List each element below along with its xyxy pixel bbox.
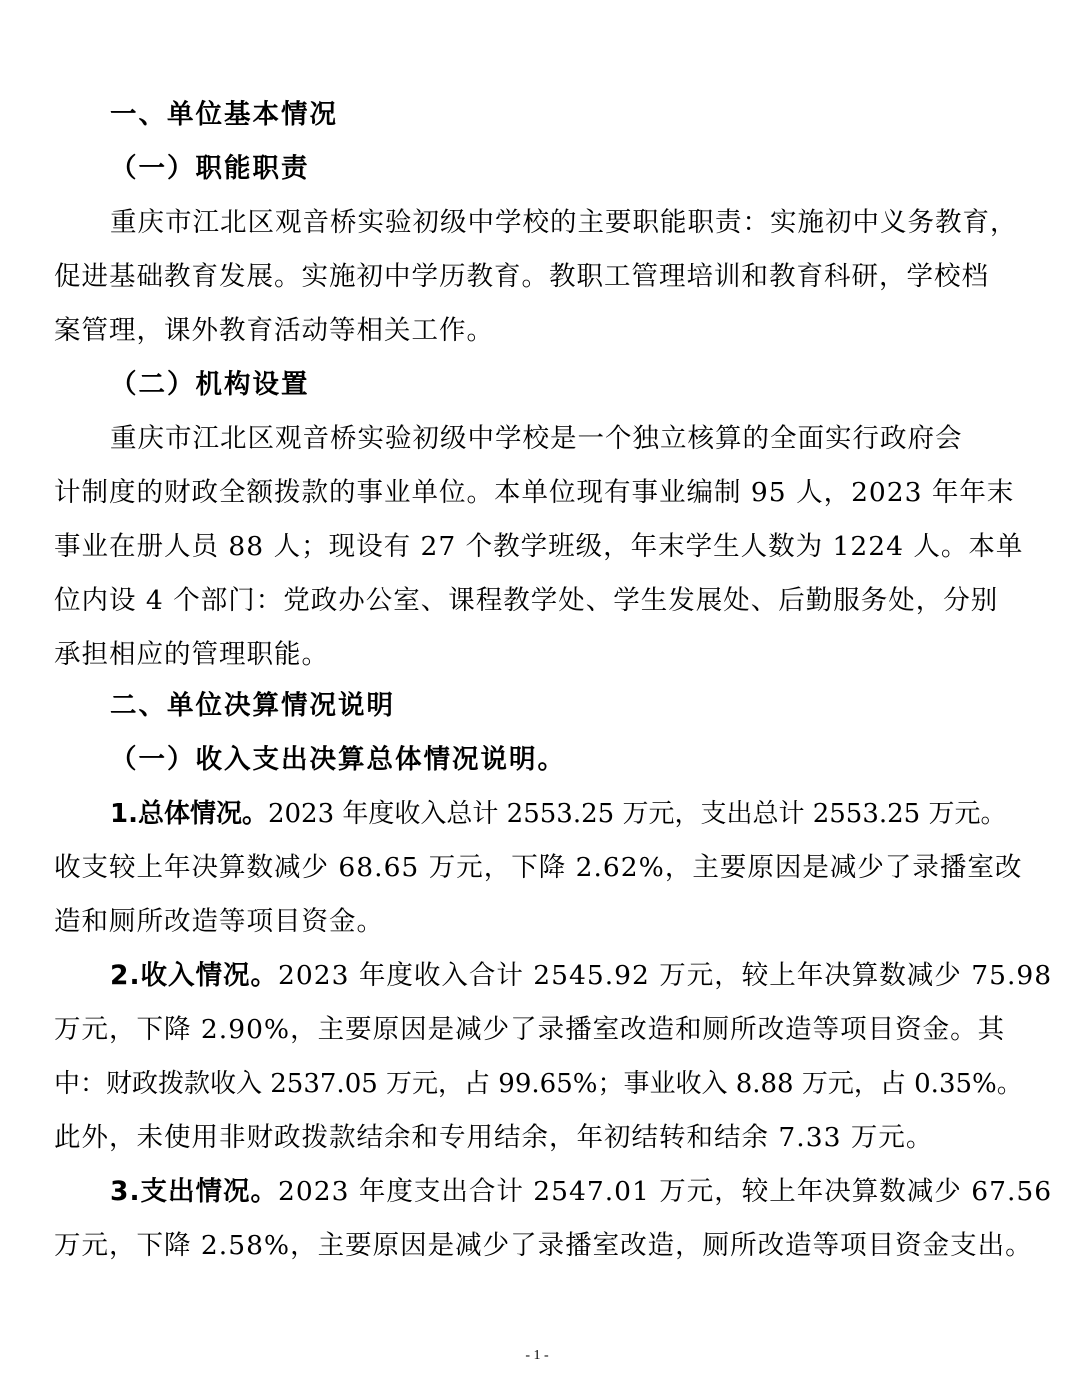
paragraph-line: 收支较上年决算数减少 68.65 万元，下降 2.62%，主要原因是减少了录播室改 bbox=[54, 852, 1023, 883]
paragraph-lead: 1.总体情况。 bbox=[110, 799, 268, 829]
paragraph-text: 2023 年度收入合计 2545.92 万元，较上年决算数减少 75.98 bbox=[278, 960, 1053, 991]
paragraph-lead: 3.支出情况。 bbox=[110, 1176, 279, 1207]
paragraph-lead: 2.收入情况。 bbox=[110, 960, 279, 991]
paragraph-line: 促进基础教育发展。实施初中学历教育。教职工管理培训和教育科研，学校档 bbox=[54, 261, 989, 292]
paragraph-line bbox=[110, 956, 1052, 996]
section-heading: 一、单位基本情况 bbox=[110, 99, 338, 130]
paragraph-line: 案管理，课外教育活动等相关工作。 bbox=[54, 315, 494, 346]
paragraph-line: 造和厕所改造等项目资金。 bbox=[54, 906, 384, 937]
paragraph-line: 重庆市江北区观音桥实验初级中学校的主要职能职责：实施初中义务教育， bbox=[110, 207, 1018, 238]
paragraph-line: 中：财政拨款收入 2537.05 万元，占 99.65%；事业收入 8.88 万元，占 0.35%。 bbox=[54, 1069, 1023, 1099]
page-number: - 1 - bbox=[525, 1348, 549, 1363]
subsection-heading: （一）职能职责 bbox=[110, 153, 310, 184]
paragraph-line: 此外，未使用非财政拨款结余和专用结余，年初结转和结余 7.33 万元。 bbox=[54, 1122, 934, 1153]
paragraph-line: 位内设 4 个部门：党政办公室、课程教学处、学生发展处、后勤服务处，分别 bbox=[54, 585, 999, 616]
paragraph-line: 万元，下降 2.58%，主要原因是减少了录播室改造，厕所改造等项目资金支出。 bbox=[54, 1230, 1033, 1261]
paragraph-line bbox=[110, 794, 1007, 834]
paragraph-text: 2023 年度收入总计 2553.25 万元，支出总计 2553.25 万元。 bbox=[267, 799, 1007, 829]
paragraph-line: 计制度的财政全额拨款的事业单位。本单位现有事业编制 95 人，2023 年年末 bbox=[54, 477, 1015, 508]
paragraph-line bbox=[110, 1172, 1052, 1212]
paragraph-line: 万元，下降 2.90%，主要原因是减少了录播室改造和厕所改造等项目资金。其 bbox=[54, 1014, 1006, 1045]
paragraph-line: 承担相应的管理职能。 bbox=[54, 639, 329, 670]
subsection-heading: （二）机构设置 bbox=[110, 369, 310, 400]
paragraph-text: 2023 年度支出合计 2547.01 万元，较上年决算数减少 67.56 bbox=[278, 1176, 1053, 1207]
paragraph-line: 重庆市江北区观音桥实验初级中学校是一个独立核算的全面实行政府会 bbox=[110, 423, 963, 454]
subsection-heading: （一）收入支出决算总体情况说明。 bbox=[110, 744, 566, 775]
paragraph-line: 事业在册人员 88 人；现设有 27 个教学班级，年末学生人数为 1224 人。本单 bbox=[54, 531, 1024, 562]
section-heading: 二、单位决算情况说明 bbox=[110, 690, 395, 721]
